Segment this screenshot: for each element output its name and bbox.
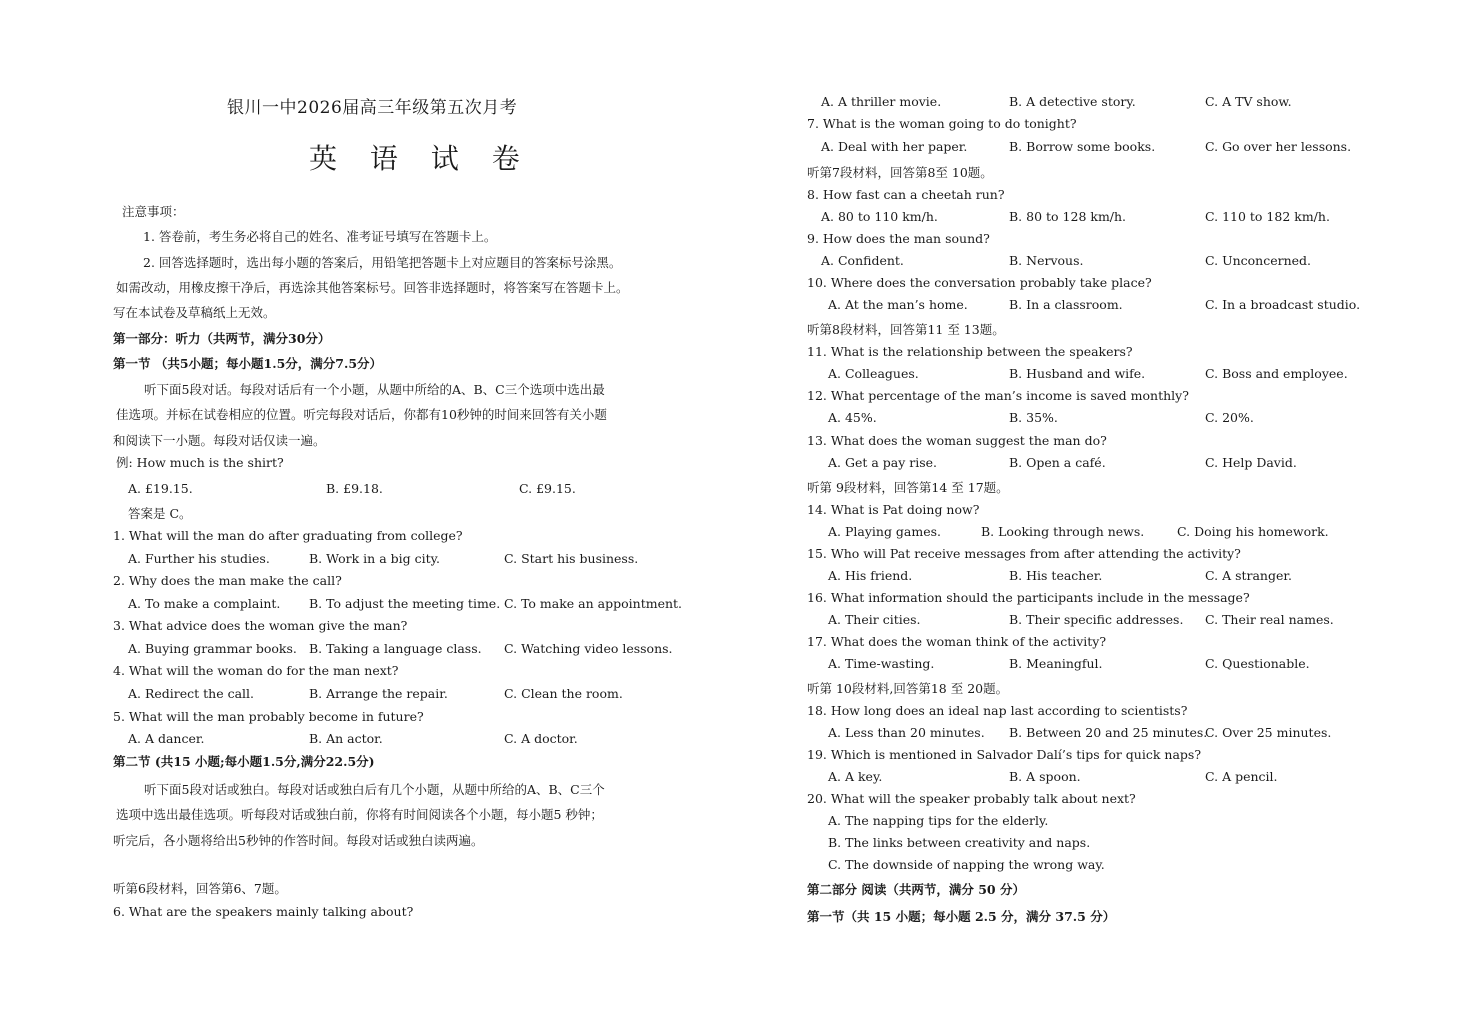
example-option-b: B. £9.18. [326,481,383,496]
q1-option-b: B. Work in a big city. [309,551,440,566]
q13-option-c: C. Help David. [1205,455,1297,470]
question-2: 2. Why does the man make the call? [113,573,342,588]
q15-option-c: C. A stranger. [1205,568,1292,583]
q13-option-b: B. Open a café. [1009,455,1106,470]
q20-option-b: B. The links between creativity and naps. [828,835,1091,850]
question-11: 11. What is the relationship between the speakers? [807,344,1133,359]
q3-option-b: B. Taking a language class. [309,641,482,656]
q16-option-b: B. Their specific addresses. [1009,612,1184,627]
q20-option-a: A. The napping tips for the elderly. [828,813,1049,828]
question-20: 20. What will the speaker probably talk about next? [807,791,1136,806]
question-12: 12. What percentage of the man’s income is saved monthly? [807,388,1189,403]
notice-heading: 注意事项： [122,204,185,219]
q2-option-b: B. To adjust the meeting time. [309,596,501,611]
example-option-a: A. £19.15. [128,481,193,496]
q14-option-c: C. Doing his homework. [1177,524,1329,539]
q13-option-a: A. Get a pay rise. [828,455,938,470]
q5-option-b: B. An actor. [309,731,383,746]
q2-option-c: C. To make an appointment. [504,596,683,611]
q10-option-b: B. In a classroom. [1009,297,1123,312]
notice-item-2-line-3: 写在本试卷及草稿纸上无效。 [113,305,276,320]
q3-option-a: A. Buying grammar books. [128,641,297,656]
q5-option-a: A. A dancer. [128,731,205,746]
q5-option-c: C. A doctor. [504,731,578,746]
notice-item-2-line-1: 2. 回答选择题时，选出每小题的答案后，用铅笔把答题卡上对应题目的答案标号涂黑。 [143,255,622,270]
q19-option-a: A. A key. [828,769,883,784]
q6-option-b: B. A detective story. [1009,94,1136,109]
example-question: 例: How much is the shirt? [116,455,284,470]
segment-7-instruction: 听第7段材料，回答第8至 10题。 [807,165,993,180]
section2-instruction-line-1: 听下面5段对话或独白。每段对话或独白后有几个小题，从题中所给的A、B、C三个 [144,782,605,797]
q4-option-c: C. Clean the room. [504,686,623,701]
q4-option-a: A. Redirect the call. [128,686,255,701]
question-1: 1. What will the man do after graduating from college? [113,528,463,543]
q8-option-c: C. 110 to 182 km/h. [1205,209,1330,224]
subject-title: 英 语 试 卷 [309,142,532,175]
question-9: 9. How does the man sound? [807,231,990,246]
q18-option-c: C. Over 25 minutes. [1205,725,1332,740]
q16-option-a: A. Their cities. [828,612,921,627]
section1-instruction-line-3: 和阅读下一小题。每段对话仅读一遍。 [113,433,326,448]
q20-option-c: C. The downside of napping the wrong way. [828,857,1105,872]
q16-option-c: C. Their real names. [1205,612,1334,627]
question-7: 7. What is the woman going to do tonight? [807,116,1077,131]
section2-instruction-line-3: 听完后，各小题将给出5秒钟的作答时间。每段对话或独白读两遍。 [113,833,484,848]
q17-option-c: C. Questionable. [1205,656,1310,671]
q10-option-c: C. In a broadcast studio. [1205,297,1361,312]
q14-option-a: A. Playing games. [828,524,942,539]
section1-instruction-line-2: 佳选项。并标在试卷相应的位置。听完每段对话后，你都有10秒钟的时间来回答有关小题 [116,407,607,422]
section1-instruction-line-1: 听下面5段对话。每段对话后有一个小题，从题中所给的A、B、C三个选项中选出最 [144,382,605,397]
q7-option-c: C. Go over her lessons. [1205,139,1352,154]
q7-option-b: B. Borrow some books. [1009,139,1156,154]
q12-option-a: A. 45%. [828,410,877,425]
section2-instruction-line-2: 选项中选出最佳选项。听每段对话或独白前，你将有时间阅读各个小题，每小题5 秒钟； [116,807,603,822]
part2-section1-heading: 第一节（共 15 小题；每小题 2.5 分，满分 37.5 分） [807,909,1116,924]
q12-option-c: C. 20%. [1205,410,1254,425]
question-5: 5. What will the man probably become in future? [113,709,424,724]
q14-option-b: B. Looking through news. [981,524,1145,539]
segment-10-instruction: 听第 10段材料,回答第18 至 20题。 [807,681,1009,696]
example-answer: 答案是 C。 [128,506,192,521]
q18-option-b: B. Between 20 and 25 minutes. [1009,725,1208,740]
question-13: 13. What does the woman suggest the man do? [807,433,1107,448]
q7-option-a: A. Deal with her paper. [821,139,968,154]
part2-heading: 第二部分 阅读（共两节，满分 50 分） [807,882,1025,897]
q6-option-a: A. A thriller movie. [821,94,942,109]
q12-option-b: B. 35%. [1009,410,1058,425]
segment-9-instruction: 听第 9段材料，回答第14 至 17题。 [807,480,1009,495]
q3-option-c: C. Watching video lessons. [504,641,673,656]
segment-8-instruction: 听第8段材料，回答第11 至 13题。 [807,322,1005,337]
notice-item-2-line-2: 如需改动，用橡皮擦干净后，再选涂其他答案标号。回答非选择题时，将答案写在答题卡上。 [116,280,629,295]
school-title: 银川一中2026届高三年级第五次月考 [227,98,518,118]
example-option-c: C. £9.15. [519,481,576,496]
q19-option-c: C. A pencil. [1205,769,1278,784]
q2-option-a: A. To make a complaint. [128,596,281,611]
q17-option-b: B. Meaningful. [1009,656,1103,671]
question-3: 3. What advice does the woman give the man? [113,618,408,633]
q6-option-c: C. A TV show. [1205,94,1292,109]
question-14: 14. What is Pat doing now? [807,502,980,517]
part1-section1-heading: 第一节 （共5小题；每小题1.5分，满分7.5分） [113,356,383,371]
q9-option-a: A. Confident. [821,253,904,268]
part1-section2-heading: 第二节 (共15 小题;每小题1.5分,满分22.5分) [113,754,375,769]
question-4: 4. What will the woman do for the man next? [113,663,399,678]
q18-option-a: A. Less than 20 minutes. [828,725,985,740]
question-6: 6. What are the speakers mainly talking about? [113,904,414,919]
question-15: 15. Who will Pat receive messages from after attending the activity? [807,546,1241,561]
q8-option-a: A. 80 to 110 km/h. [821,209,938,224]
question-8: 8. How fast can a cheetah run? [807,187,1005,202]
q1-option-a: A. Further his studies. [128,551,270,566]
part1-heading: 第一部分：听力（共两节，满分30分） [113,331,331,346]
q17-option-a: A. Time-wasting. [828,656,935,671]
q19-option-b: B. A spoon. [1009,769,1081,784]
q11-option-a: A. Colleagues. [828,366,919,381]
question-10: 10. Where does the conversation probably take place? [807,275,1152,290]
q9-option-c: C. Unconcerned. [1205,253,1312,268]
q15-option-a: A. His friend. [828,568,913,583]
q11-option-c: C. Boss and employee. [1205,366,1348,381]
notice-item-1: 1. 答卷前，考生务必将自己的姓名、准考证号填写在答题卡上。 [143,229,497,244]
segment-6-instruction: 听第6段材料，回答第6、7题。 [113,881,287,896]
q4-option-b: B. Arrange the repair. [309,686,448,701]
q8-option-b: B. 80 to 128 km/h. [1009,209,1127,224]
question-19: 19. Which is mentioned in Salvador Dalí’s tips for quick naps? [807,747,1202,762]
question-17: 17. What does the woman think of the activity? [807,634,1107,649]
q10-option-a: A. At the man’s home. [828,297,968,312]
question-18: 18. How long does an ideal nap last according to scientists? [807,703,1188,718]
q15-option-b: B. His teacher. [1009,568,1103,583]
question-16: 16. What information should the participants include in the message? [807,590,1250,605]
q1-option-c: C. Start his business. [504,551,639,566]
q11-option-b: B. Husband and wife. [1009,366,1146,381]
q9-option-b: B. Nervous. [1009,253,1084,268]
